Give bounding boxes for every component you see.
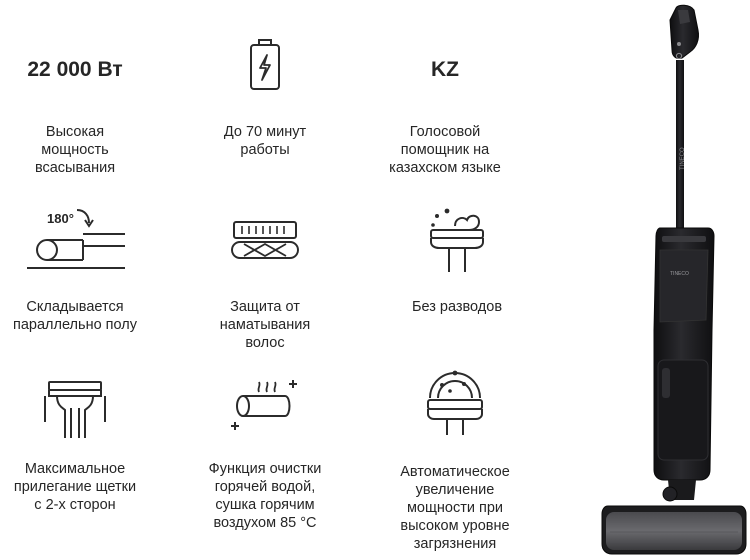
feature-fold — [0, 200, 170, 360]
edges-caption: Максимальное прилегание щетки с 2-х сторон — [13, 461, 137, 513]
edge-brush-icon — [0, 378, 170, 440]
product-brand-label-body: TINECO — [670, 271, 689, 277]
antitangle-caption: Защита от наматывания волос — [219, 299, 311, 351]
hotwash-caption: Функция очистки горячей водой, сушка горячим воздухом 85 °C — [208, 461, 322, 531]
feature-battery — [170, 0, 360, 200]
fold-caption: Складывается параллельно полу — [13, 299, 137, 333]
power-title: 22 000 Вт — [27, 58, 123, 81]
feature-voice — [350, 0, 540, 200]
clean-surface-icon — [362, 206, 552, 274]
power-caption: Высокая мощность всасывания — [34, 124, 116, 176]
feature-edges — [0, 360, 170, 560]
feature-power — [0, 0, 170, 200]
feature-hotwash — [170, 360, 360, 560]
auto-sensor-icon — [360, 364, 550, 436]
feature-autopower — [360, 360, 550, 560]
fold-angle-label: 180° — [47, 211, 74, 226]
product-brand-label: TINECO — [680, 147, 686, 170]
battery-caption: До 70 минут работы — [223, 124, 307, 158]
feature-streakfree — [362, 200, 552, 360]
voice-title: KZ — [431, 58, 459, 81]
battery-charging-icon — [170, 38, 360, 92]
voice-caption: Голосовой помощник на казахском языке — [389, 124, 501, 176]
brush-roller-icon — [170, 220, 360, 264]
hot-roller-icon — [170, 378, 360, 432]
fold-flat-icon — [0, 206, 170, 270]
streakfree-caption: Без разводов — [411, 299, 503, 315]
vacuum-cleaner-image — [590, 0, 750, 560]
feature-antitangle — [170, 200, 360, 360]
autopower-caption: Автоматическое увеличение мощности при высоком уровне загрязнения — [400, 464, 510, 552]
